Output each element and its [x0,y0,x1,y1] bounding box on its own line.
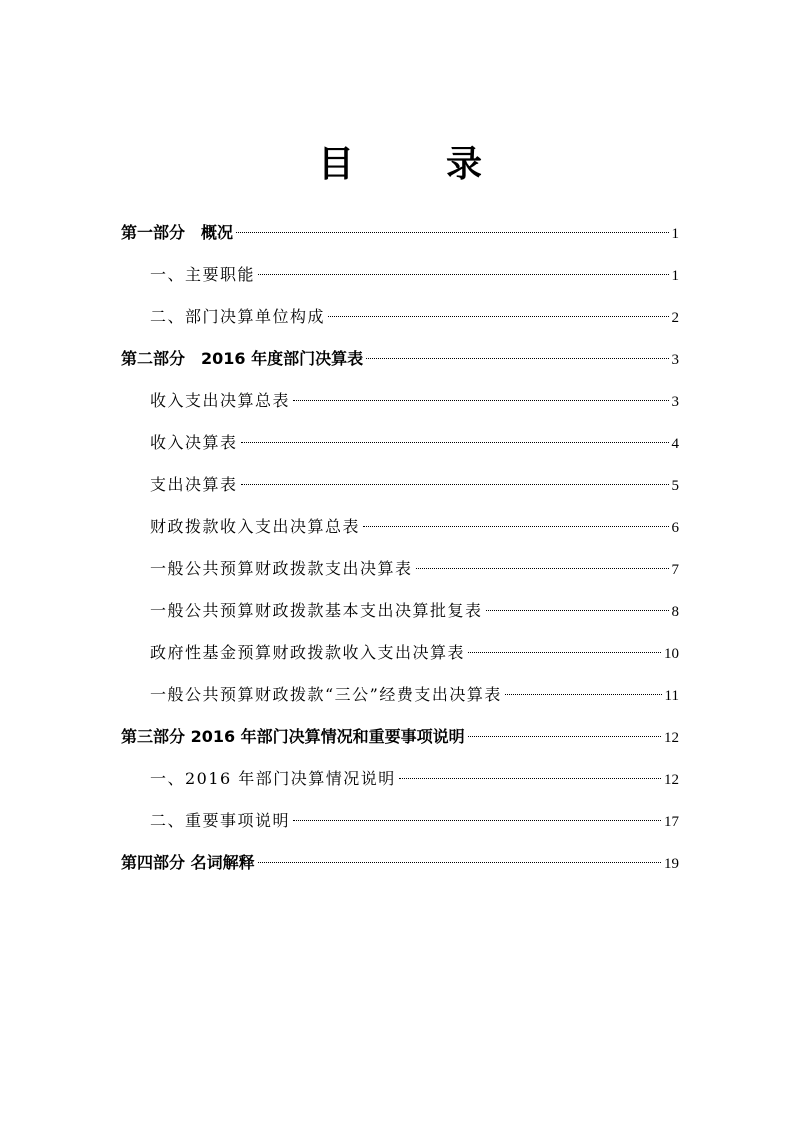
toc-dot-leader [236,232,668,233]
toc-entry-page: 17 [664,814,679,830]
toc-dot-leader [293,820,661,821]
toc-entry-label: 二、重要事项说明 [150,811,291,830]
toc-entry-page: 1 [671,226,679,242]
toc-entry-label: 第三部分 2016 年部门决算情况和重要事项说明 [121,727,465,746]
toc-entry-main-functions[interactable] [150,260,679,290]
toc-entry-page: 11 [664,688,679,704]
toc-dot-leader [468,736,661,737]
toc-entry-page: 3 [671,394,679,410]
page-title: 目 录 [317,143,510,185]
toc-entry-part-2[interactable] [121,344,679,374]
toc-entry-important-matters[interactable] [150,806,679,836]
toc-dot-leader [468,652,661,653]
toc-entry-label: 第二部分 2016 年度部门决算表 [121,349,364,368]
toc-entry-part-1[interactable] [121,218,679,248]
toc-entry-page: 6 [671,520,679,536]
toc-entry-part-4[interactable] [121,848,679,878]
toc-entry-government-fund[interactable] [150,638,679,668]
toc-entry-label: 第四部分 名词解释 [121,853,255,872]
toc-entry-label: 财政拨款收入支出决算总表 [150,517,361,536]
toc-dot-leader [399,778,661,779]
toc-dot-leader [241,442,669,443]
toc-dot-leader [328,316,668,317]
toc-entry-label: 政府性基金预算财政拨款收入支出决算表 [150,643,466,662]
toc-dot-leader [293,400,668,401]
toc-entry-page: 12 [664,730,679,746]
toc-entry-general-budget-expense[interactable] [150,554,679,584]
toc-entry-label: 二、部门决算单位构成 [150,307,326,326]
toc-entry-page: 4 [671,436,679,452]
toc-dot-leader [363,526,668,527]
toc-entry-label: 收入支出决算总表 [150,391,291,410]
toc-entry-page: 7 [671,562,679,578]
toc-entry-label: 一般公共预算财政拨款基本支出决算批复表 [150,601,483,620]
toc-dot-leader [258,862,661,863]
toc-dot-leader [505,694,662,695]
toc-entry-income-table[interactable] [150,428,679,458]
toc-entry-basic-expense-approval[interactable] [150,596,679,626]
toc-entry-label: 一般公共预算财政拨款“三公”经费支出决算表 [150,685,502,704]
toc-entry-page: 8 [671,604,679,620]
toc-entry-final-account-explanation[interactable] [150,764,679,794]
toc-entry-page: 19 [664,856,679,872]
toc-entry-income-expense-summary[interactable] [150,386,679,416]
toc-entry-label: 收入决算表 [150,433,238,452]
toc-dot-leader [366,358,668,359]
toc-entry-page: 5 [671,478,679,494]
toc-entry-page: 12 [664,772,679,788]
toc-entry-label: 支出决算表 [150,475,238,494]
toc-entry-part-3[interactable] [121,722,679,752]
toc-entry-expense-table[interactable] [150,470,679,500]
toc-entry-label: 一、2016 年部门决算情况说明 [150,769,396,788]
toc-entry-three-public-expenses[interactable] [150,680,679,710]
toc-entry-page: 2 [671,310,679,326]
toc-entry-page: 1 [671,268,679,284]
toc-entry-unit-composition[interactable] [150,302,679,332]
toc-entry-label: 一、主要职能 [150,265,256,284]
toc-dot-leader [416,568,669,569]
toc-entry-label: 第一部分 概况 [121,223,234,242]
toc-dot-leader [486,610,669,611]
toc-dot-leader [241,484,669,485]
toc-entry-label: 一般公共预算财政拨款支出决算表 [150,559,413,578]
toc-dot-leader [258,274,668,275]
toc-entry-fiscal-appropriation-summary[interactable] [150,512,679,542]
toc-entry-page: 3 [671,352,679,368]
toc-entry-page: 10 [664,646,679,662]
